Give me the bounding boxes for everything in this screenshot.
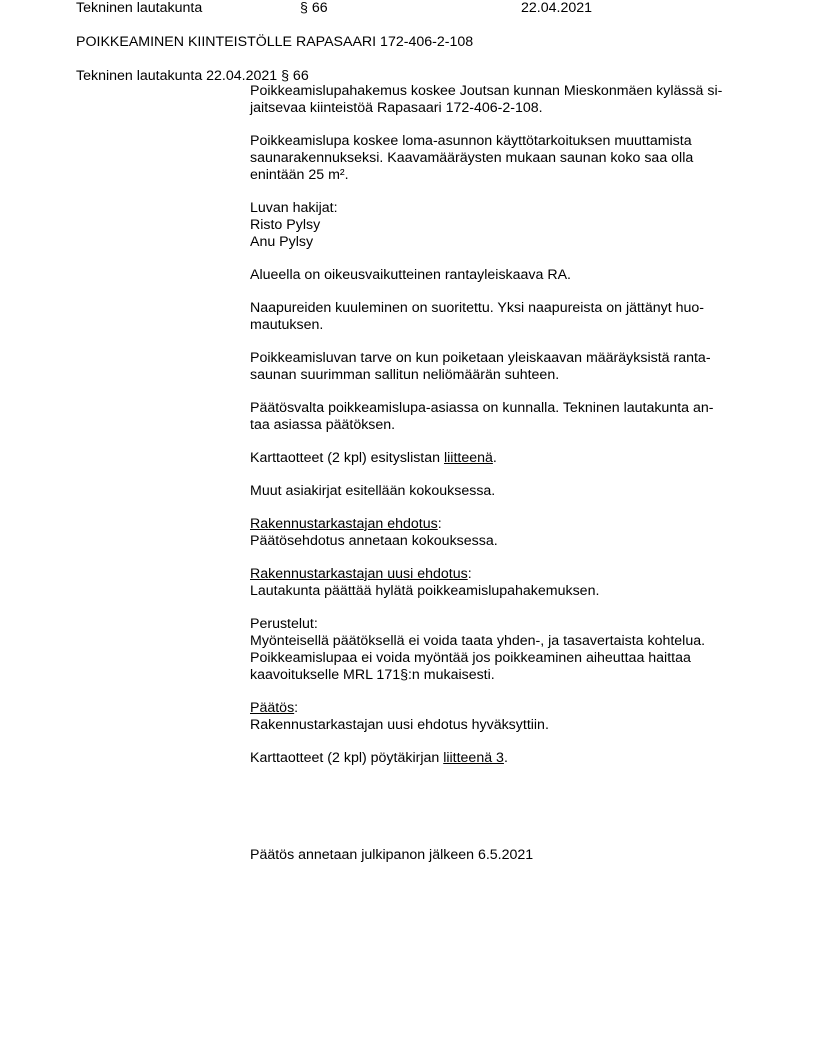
purpose-paragraph: Poikkeamislupa koskee loma-asunnon käyttötarkoituksen muuttamista saunarakennukseksi. Kaavamääräysten mukaan saunan koko saa olla enintään 25 m². [250,133,694,183]
document-body [250,83,750,783]
need-paragraph: Poikkeamisluvan tarve on kun poiketaan yleiskaavan määräyksistä ranta- saunan suurimman sallitun neliömäärän suhteen. [250,350,711,383]
meeting-reference: Tekninen lautakunta 22.04.2021 § 66 [76,68,309,84]
publication-note: Päätös annetaan julkipanon jälkeen 6.5.2021 [250,847,534,863]
document-title: POIKKEAMINEN KIINTEISTÖLLE RAPASAARI 172-406-2-108 [76,34,474,50]
other-docs-paragraph: Muut asiakirjat esitellään kokouksessa. [250,483,496,499]
zoning-paragraph: Alueella on oikeusvaikutteinen rantayleiskaava RA. [250,267,571,283]
proposal-paragraph: Rakennustarkastajan ehdotus: Päätösehdotus annetaan kokouksessa. [250,516,498,549]
maps-minutes-paragraph: Karttaotteet (2 kpl) pöytäkirjan liitteenä 3. [250,750,508,766]
reasons-label: Perustelut: [250,616,318,632]
decision-label: Päätös [250,700,295,716]
decision-paragraph: Päätös: Rakennustarkastajan uusi ehdotus hyväksyttiin. [250,700,549,733]
header-date: 22.04.2021 [521,0,593,16]
new-proposal-paragraph: Rakennustarkastajan uusi ehdotus: Lautakunta päättää hylätä poikkeamislupahakemuksen. [250,566,600,599]
applicants-paragraph [250,200,750,251]
attachment-3-link[interactable]: liitteenä 3 [443,750,504,766]
header-section: § 66 [300,0,328,16]
authority-paragraph: Päätösvalta poikkeamislupa-asiassa on kunnalla. Tekninen lautakunta an- taa asiassa päätöksen. [250,400,714,433]
applicant: Risto Pylsy [250,217,321,233]
proposal-label: Rakennustarkastajan ehdotus [250,516,438,532]
attachment-link[interactable]: liitteenä [443,450,493,466]
applicants-label: Luvan hakijat: [250,200,338,216]
intro-paragraph: Poikkeamislupahakemus koskee Joutsan kunnan Mieskonmäen kylässä si- jaitsevaa kiinteistöä Rapasaari 172-406-2-108. [250,83,723,116]
new-proposal-label: Rakennustarkastajan uusi ehdotus [250,566,468,582]
applicant: Anu Pylsy [250,234,314,250]
header-board: Tekninen lautakunta [76,0,203,16]
maps-agenda-paragraph: Karttaotteet (2 kpl) esityslistan liitteenä. [250,450,497,466]
reasons-paragraph: Perustelut: Myönteisellä päätöksellä ei voida taata yhden-, ja tasavertaista kohtelua. Poikkeamislupaa ei voida myöntää jos poikkeaminen aiheuttaa haittaa kaavoitukselle MRL 171§:n mukaisesti. [250,616,750,684]
neighbours-paragraph: Naapureiden kuuleminen on suoritettu. Yksi naapureista on jättänyt huo- mautuksen. [250,300,705,333]
